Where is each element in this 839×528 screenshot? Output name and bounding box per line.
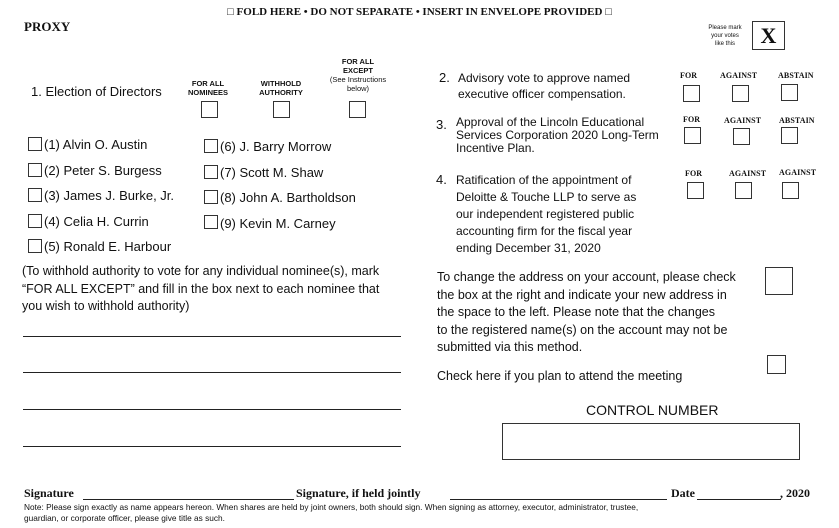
- proposal-2-against-checkbox[interactable]: [732, 85, 749, 102]
- for-all-except-checkbox[interactable]: [349, 101, 366, 118]
- proposal-2-for-label: FOR: [680, 71, 698, 80]
- attend-meeting-label: Check here if you plan to attend the meeting: [437, 369, 683, 383]
- proposal-2-abstain-label: ABSTAIN: [778, 71, 814, 80]
- col-head-withhold: WITHHOLD AUTHORITY: [259, 79, 303, 97]
- nominee-9-label: (9) Kevin M. Carney: [220, 216, 336, 231]
- mark-instruction: Please mark your votes like this: [708, 25, 742, 47]
- joint-signature-line[interactable]: [450, 499, 667, 500]
- proposal-4-against-label-2: AGAINST: [779, 168, 817, 177]
- mark-example-box: X: [752, 21, 785, 50]
- nominee-5-checkbox[interactable]: [28, 239, 42, 253]
- nominee-6-checkbox[interactable]: [204, 139, 218, 153]
- proposal-3-for-checkbox[interactable]: [684, 127, 701, 144]
- nominee-7-checkbox[interactable]: [204, 165, 218, 179]
- nominee-7-label: (7) Scott M. Shaw: [220, 165, 324, 180]
- attend-meeting-checkbox[interactable]: [767, 355, 786, 374]
- control-number-label: CONTROL NUMBER: [586, 402, 719, 418]
- nominee-2-checkbox[interactable]: [28, 163, 42, 177]
- proposal-2-against-label: AGAINST: [720, 71, 758, 80]
- withhold-instructions: (To withhold authority to vote for any individual nominee(s), mark “FOR ALL EXCEPT” and fill in the box next to each nominee that you wish to withhold authority): [22, 264, 380, 313]
- nominee-1-checkbox[interactable]: [28, 137, 42, 151]
- proposal-2-text: Advisory vote to approve named executive officer compensation.: [458, 71, 631, 101]
- proposal-3-abstain-checkbox[interactable]: [781, 127, 798, 144]
- proposal-2-for-checkbox[interactable]: [683, 85, 700, 102]
- proposal-3-for-label: FOR: [683, 115, 701, 124]
- proposal-4-against-checkbox[interactable]: [735, 182, 752, 199]
- joint-signature-label: Signature, if held jointly: [296, 486, 421, 500]
- proposal-3-against-checkbox[interactable]: [733, 128, 750, 145]
- proposal-4-against-label: AGAINST: [729, 169, 767, 178]
- proposal-2-abstain-checkbox[interactable]: [781, 84, 798, 101]
- nominee-2-label: (2) Peter S. Burgess: [44, 163, 162, 178]
- write-in-line-2[interactable]: [23, 372, 401, 373]
- write-in-line-3[interactable]: [23, 409, 401, 410]
- proposal-4-abstain-checkbox[interactable]: [782, 182, 799, 199]
- proxy-label: PROXY: [24, 19, 71, 34]
- proposal-4-for-checkbox[interactable]: [687, 182, 704, 199]
- nominee-6-label: (6) J. Barry Morrow: [220, 139, 332, 154]
- proposal-4-number: 4.: [436, 172, 447, 187]
- election-title: 1. Election of Directors: [31, 84, 162, 99]
- proposal-3-number: 3.: [436, 117, 447, 132]
- address-change-checkbox[interactable]: [765, 267, 793, 295]
- nominee-8-checkbox[interactable]: [204, 190, 218, 204]
- nominee-4-label: (4) Celia H. Currin: [44, 214, 149, 229]
- proposal-4-for-label: FOR: [685, 169, 703, 178]
- nominee-5-label: (5) Ronald E. Harbour: [44, 239, 172, 254]
- date-year-suffix: , 2020: [780, 486, 810, 500]
- nominee-4-checkbox[interactable]: [28, 214, 42, 228]
- nominee-3-label: (3) James J. Burke, Jr.: [44, 188, 175, 203]
- signature-label: Signature: [24, 486, 74, 500]
- nominee-1-label: (1) Alvin O. Austin: [44, 137, 148, 152]
- signature-note: Note: Please sign exactly as name appears hereon. When shares are held by joint owners, both should sign. When signing as attorney, executor, administrator, trustee, guardian, or corporate officer, please give title as such.: [24, 502, 639, 523]
- col-head-for-all: FOR ALL NOMINEES: [187, 79, 228, 97]
- proposal-3-abstain-label: ABSTAIN: [779, 116, 815, 125]
- write-in-line-4[interactable]: [23, 446, 401, 447]
- nominee-9-checkbox[interactable]: [204, 215, 218, 229]
- proposal-3-text: Approval of the Lincoln Educational Services Corporation 2020 Long-Term Incentive Plan.: [456, 115, 659, 155]
- address-change-text: To change the address on your account, please check the box at the right and indicate your new address in the space to the left. Please note that the changes to the registered name(s) on the account may not be submitted via this method.: [437, 270, 736, 354]
- nominee-8-label: (8) John A. Bartholdson: [220, 190, 356, 205]
- control-number-box[interactable]: [502, 423, 800, 460]
- fold-instruction: □ FOLD HERE • DO NOT SEPARATE • INSERT IN ENVELOPE PROVIDED □: [227, 6, 612, 18]
- withhold-authority-checkbox[interactable]: [273, 101, 290, 118]
- date-label: Date: [671, 486, 695, 500]
- col-head-for-all-except: FOR ALL EXCEPT (See Instructions below): [329, 57, 387, 93]
- proposal-4-text: Ratification of the appointment of Deloitte & Touche LLP to serve as our independent registered public accounting firm for the fiscal year ending December 31, 2020: [456, 173, 637, 255]
- proposal-2-number: 2.: [439, 70, 450, 85]
- write-in-line-1[interactable]: [23, 336, 401, 337]
- date-line[interactable]: [697, 499, 781, 500]
- for-all-nominees-checkbox[interactable]: [201, 101, 218, 118]
- nominee-3-checkbox[interactable]: [28, 188, 42, 202]
- proposal-3-against-label: AGAINST: [724, 116, 762, 125]
- signature-line[interactable]: [83, 499, 294, 500]
